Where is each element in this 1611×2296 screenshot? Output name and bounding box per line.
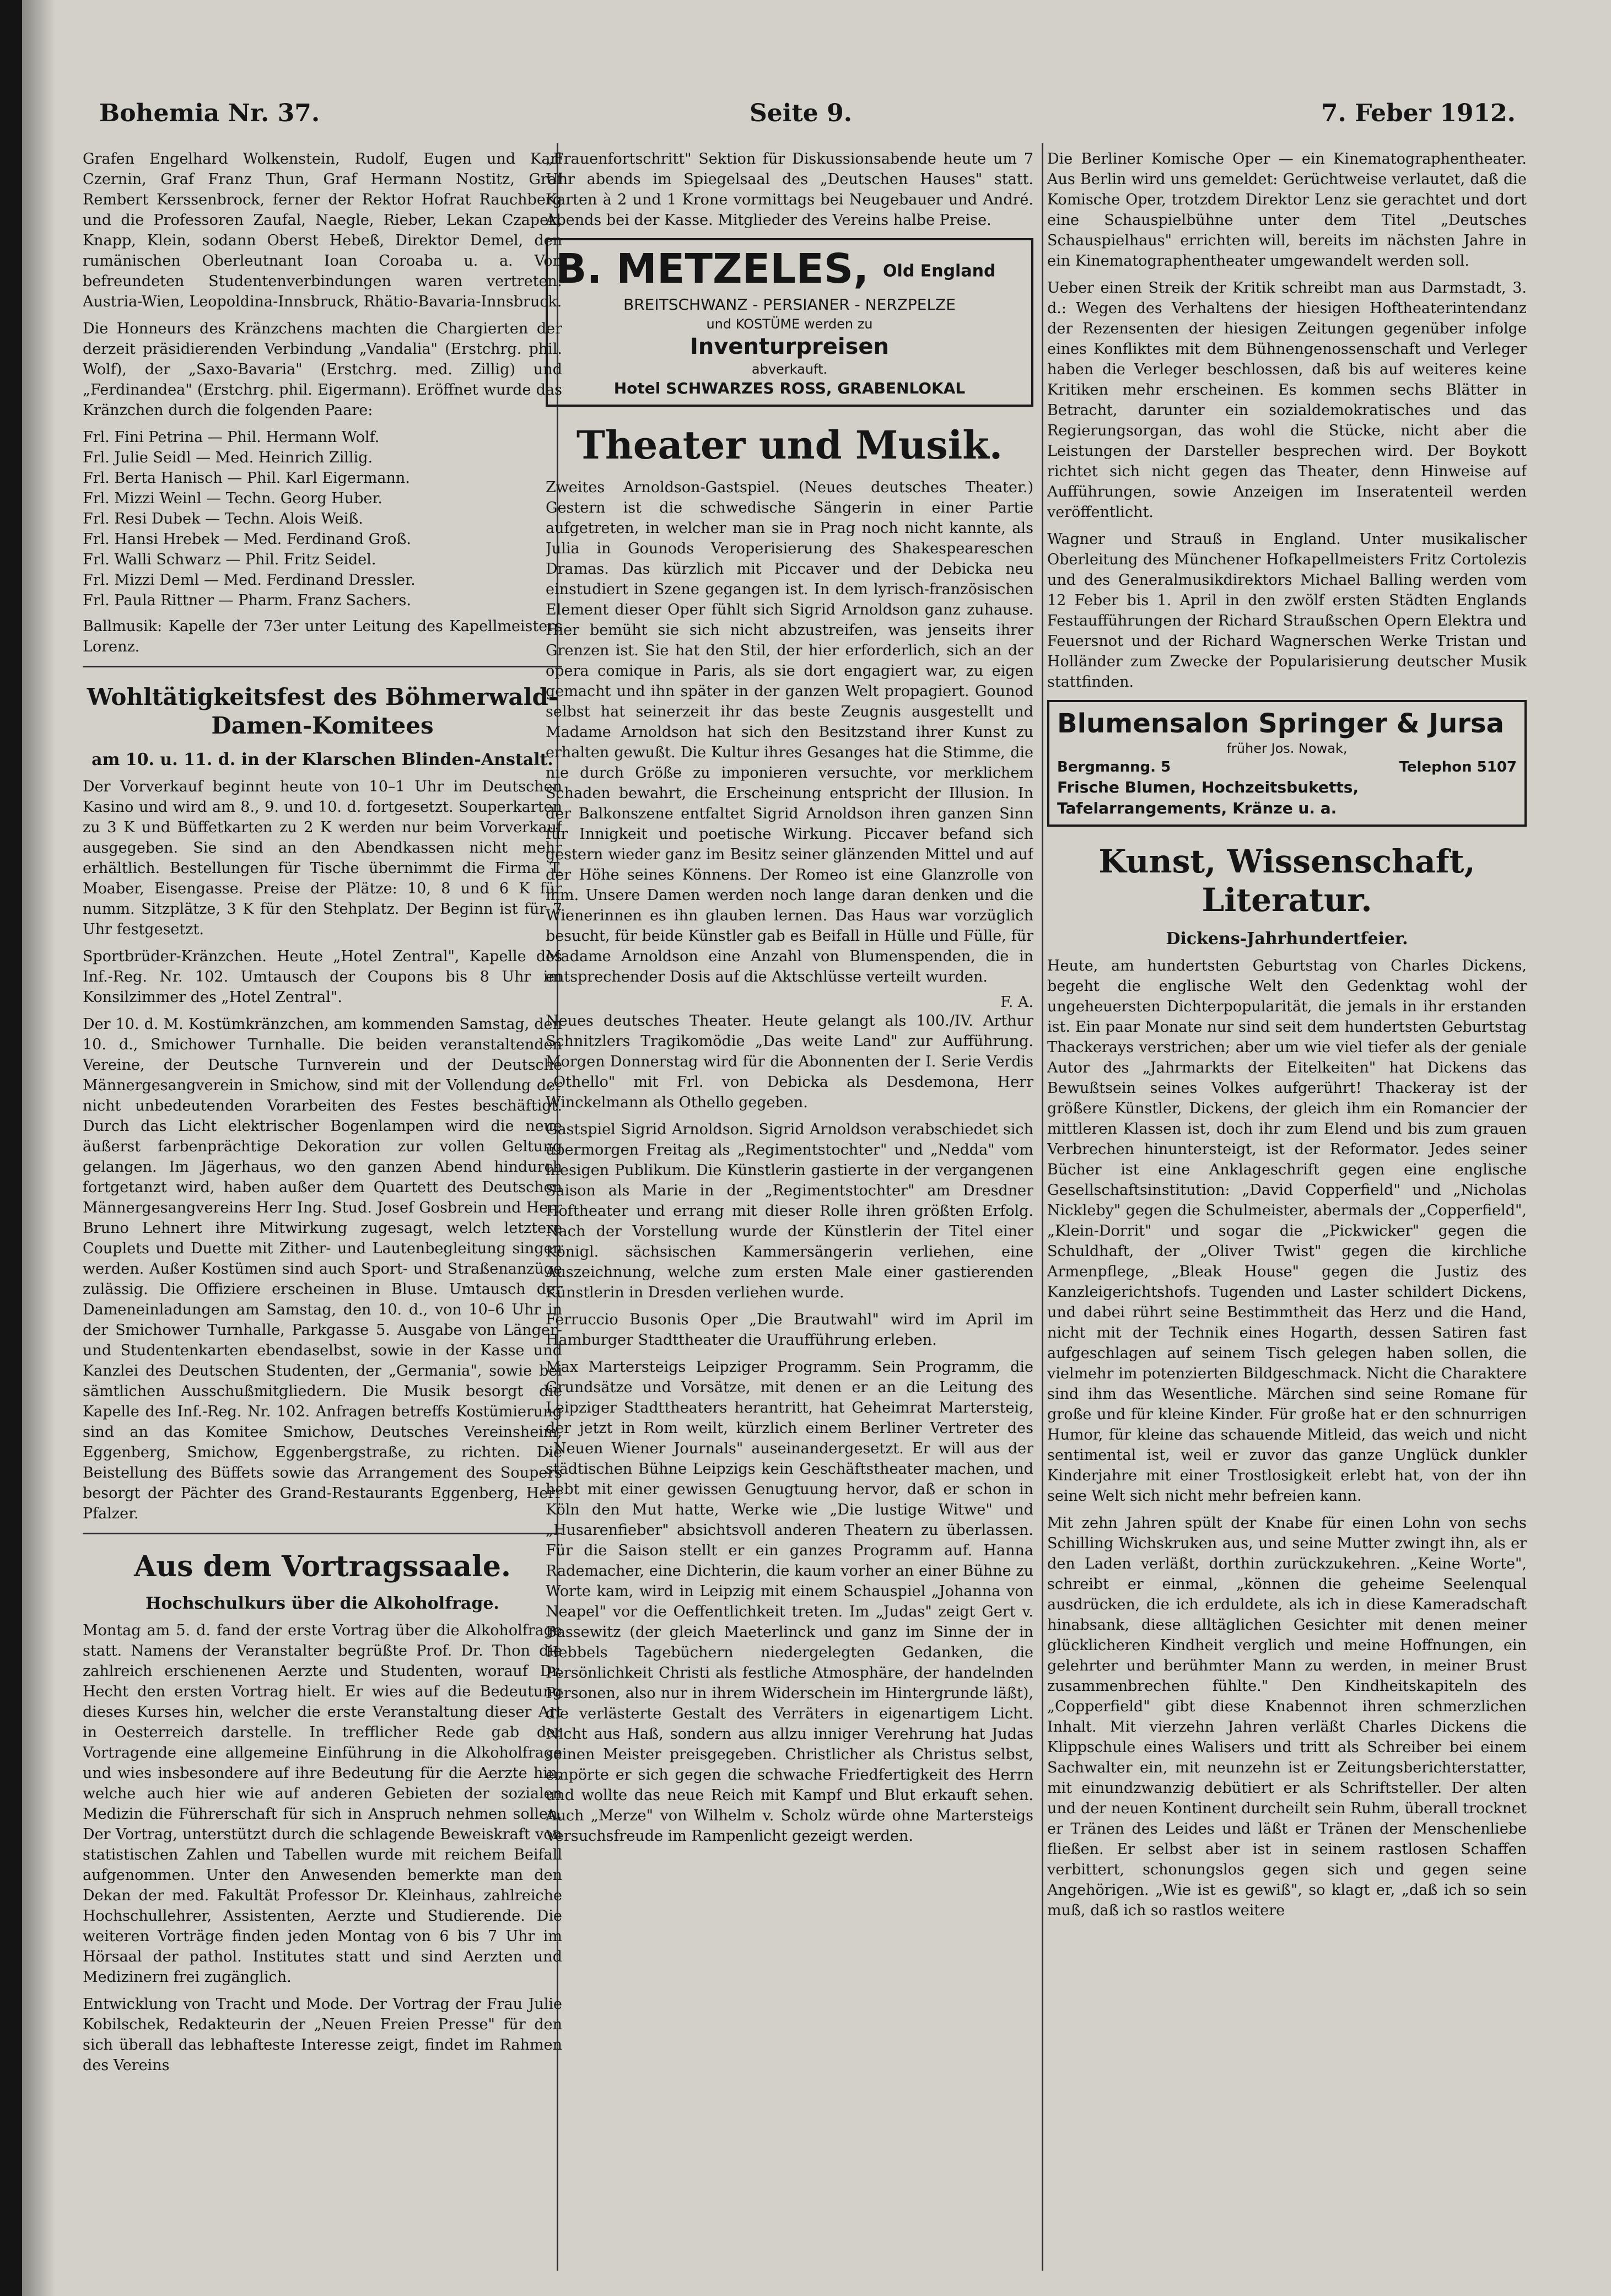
ad-brand: B. METZELES, <box>556 245 869 293</box>
article-text: Grafen Engelhard Wolkenstein, Rudolf, Eugen und Karl Czernin, Graf Franz Thun, Graf Hermann Nostitz, Graf Rembert Kerssenbrock, ferner der Rektor Hofrat Rauchberg und die Professoren Zaufal, Naegle, Rieber, Lekan Czapek, Knapp, Klein, sodann Oberst Hebeß, Direktor Demel, den rumänischen Oberleutnant Ioan Coroaba u. a. Von befreundeten Studentenverbindungen waren vertreten: Austria-Wien, Leopoldina-Innsbruck, Rhätio-Bavaria-Innsbruck. <box>83 150 562 310</box>
ad-title: Blumensalon Springer & Jursa <box>1057 708 1504 739</box>
masthead-issue: Bohemia Nr. 37. <box>99 99 320 127</box>
section-heading: Theater und Musik. <box>576 422 1003 468</box>
ad-address: Bergmanng. 5 <box>1057 759 1171 775</box>
section-heading: Kunst, Wissenschaft, Literatur. <box>1098 843 1475 919</box>
article-text: Die Honneurs des Kränzchens machten die Chargierten der derzeit präsidierenden Verbindung „Vandalia" (Erstchrg. phil. Wolf), der „Saxo-Bavaria" (Erstchrg. med. Zillig) und „Ferdinandea" (Erstchrg. phil. Eigermann). Eröffnet wurde das Kränzchen durch die folgenden Paare: <box>83 320 562 419</box>
list-item: Frl. Walli Schwarz — Phil. Fritz Seidel. <box>83 551 376 568</box>
list-item: Frl. Fini Petrina — Phil. Hermann Wolf. <box>83 429 380 446</box>
section-subheading: am 10. u. 11. d. in der Klarschen Blinden-Anstalt. <box>91 750 553 769</box>
list-item: Frl. Mizzi Deml — Med. Ferdinand Dressler. <box>83 572 416 589</box>
article-text: Mit zehn Jahren spült der Knabe für einen Lohn von sechs Schilling Wichskruken aus, und seine Mutter zwingt ihn, als er den Laden verläßt, dorthin zurückzukehren. „Keine Worte", schreibt er einmal, „können die geheime Seelenqual ausdrücken, die ich erduldete, als ich in diese Kameradschaft hinabsank, diese alltäglichen Gesichter mit denen meiner glücklicheren Kindheit verglich und meine Hoffnungen, ein gelehrter und berühmter Mann zu werden, in meiner Brust zusammenbrechen fühlte." Den Kindheitskapiteln des „Copperfield" gibt diese Knabennot ihren schmerzlichen Inhalt. Mit vierzehn Jahren verläßt Charles Dickens die Klippschule eines Walisers und tritt als Schreiber bei einem Sachwalter ein, mit neunzehn ist er Zeitungsberichterstatter, mit einundzwanzig debütiert er als Schriftsteller. Der alten und der neuen Kontinent durcheilt sein Ruhm, überall trocknet er Tränen des Leides und läßt er Tränen der Menschenliebe fließen. Er selbst aber ist in seinem rastlosen Schaffen verbittert, schonungslos gegen sich und gegen seine Angehörigen. „Wie ist es gewiß", so klagt er, „daß ich so sein muß, daß ich so rastlos weitere <box>1047 1515 1527 1919</box>
section-subheading: Dickens-Jahrhundertfeier. <box>1166 929 1408 948</box>
article-text: Gastspiel Sigrid Arnoldson. Sigrid Arnoldson verabschiedet sich übermorgen Freitag als „Regimentstochter" und „Nedda" vom hiesigen Publikum. Die Künstlerin gastierte in der vergangenen Saison als Marie in der „Regimentstochter" am Dresdner Hoftheater und errang mit dieser Rolle ihren größten Erfolg. Nach der Vorstellung wurde der Künstlerin der Titel einer Königl. sächsischen Kammersängerin verliehen, eine Auszeichnung, welche zum ersten Male einer gastierenden Künstlerin in Dresden verliehen wurde. <box>546 1121 1033 1302</box>
section-heading: Aus dem Vortragssaale. <box>133 1550 511 1583</box>
metzeles-advertisement <box>546 238 1033 407</box>
section-heading: Wohltätigkeitsfest des Böhmerwald-Damen-Komitees <box>87 683 558 739</box>
ad-line: abverkauft. <box>751 362 828 378</box>
article-text: Max Martersteigs Leipziger Programm. Sein Programm, die Grundsätze und Vorsätze, mit denen er an die Leitung des Leipziger Stadttheaters herantritt, hat Geheimrat Martersteig, der jetzt in Rom weilt, kürzlich einem Berliner Vertreter des „Neuen Wiener Journals" auseinandergesetzt. Er will aus der städtischen Bühne Leipzigs kein Geschäftstheater machen, und hebt mit einer gewissen Genugtuung hervor, daß er schon in Köln den Mut hatte, Werke wie „Die lustige Witwe" und „Husarenfieber" absichtsvoll anderen Theatern zu überlassen. Für die Saison stellt er ein ganzes Programm auf. Hanna Rademacher, eine Dichterin, die kaum vorher an einer Bühne zu Worte kam, wird in Leipzig mit einem Schauspiel „Johanna von Neapel" vor die Oeffentlichkeit treten. Im „Judas" zeigt Gert v. Bassewitz (der gleich Maeterlinck und ganz im Sinne der in Hebbels Tagebüchern niedergelegten Gedanken, die Persönlichkeit Christi als festliche Atmosphäre, der handelnden Personen, also nur in ihrem Widerschein im Hintergrunde läßt), die verlästerte Gestalt des Verräters in eigenartigem Licht. Nicht aus Haß, sondern aus allzu inniger Verehrung hat Judas seinen Meister preisgegeben. Christlicher als Christus selbst, empörte er sich gegen die schwache Friedfertigkeit des Herrn und wollte das neue Reich mit Kampf und Blut erkauft sehen. Auch „Merze" von Wilhelm v. Scholz würde ohne Martersteigs Versuchsfreude im Rampenlicht gezeigt werden. <box>546 1359 1033 1845</box>
section-divider <box>83 1533 562 1534</box>
ad-line: früher Jos. Nowak, <box>1226 741 1348 756</box>
article-text: „Frauenfortschritt" Sektion für Diskussionsabende heute um 7 Uhr abends im Spiegelsaal des „Deutschen Hauses" statt. Karten à 2 und 1 Krone vormittags bei Neugebauer und André. Abends bei der Kasse. Mitglieder des Vereins halbe Preise. <box>546 150 1033 229</box>
list-item: Frl. Julie Seidl — Med. Heinrich Zillig. <box>83 449 373 466</box>
article-text: Ballmusik: Kapelle der 73er unter Leitung des Kapellmeisters Lorenz. <box>83 618 562 655</box>
list-item: Frl. Resi Dubek — Techn. Alois Weiß. <box>83 510 363 527</box>
article-text: Entwicklung von Tracht und Mode. Der Vortrag der Frau Julie Kobilschek, Redakteurin der „Neuen Freien Presse" für den sich überall das lebhafteste Interesse zeigt, findet im Rahmen des Vereins <box>83 1996 562 2074</box>
page-number: Seite 9. <box>750 99 853 127</box>
ad-line: Hotel SCHWARZES ROSS, GRABENLOKAL <box>613 379 966 398</box>
column-3 <box>1047 149 1527 2276</box>
article-text: Heute, am hundertsten Geburtstag von Charles Dickens, begeht die englische Welt den Gedenktag wohl der ungeheuersten Dichterpopularität, die jemals in ihr erstanden ist. Ein paar Monate nur sind seit dem hundertsten Geburtstag Thackerays verstrichen; aber um wie viel tiefer als der geniale Autor des „Jahrmarkts der Eitelkeiten" hat Dickens das Bewußtsein seines Volkes aufgerührt! Thackeray ist der größere Künstler, Dickens, der gleich ihm ein Romancier der mittleren Klassen ist, doch ihr zum Elend und bis zum grauen Verbrechen hinuntersteigt, ist der Reformator. Jedes seiner Bücher ist eine Anklageschrift gegen eine englische Gesellschaftsinstitution: „David Copperfield" und „Nicholas Nickleby" gegen die Schulmeister, abermals der „Copperfield", „Klein-Dorrit" und sogar die „Pickwicker" gegen die Schuldhaft, der „Oliver Twist" gegen die kirchliche Armenpflege, „Bleak House" gegen die Justiz des Kanzleigerichtshofs. Tugenden und Laster schildert Dickens, und dabei rührt seine Bestimmtheit das Herz und die Hand, nicht mit der Technik eines Hogarth, dessen Satiren fast aufgeschlagen auf seinem Tisch gelegen haben sollen, die vielmehr im potenzierten Bildgeschmack. Nicht die Charaktere sind ihm das Wesentliche. Märchen sind seine Romane für große und für kleine Kinder. Für große hat er den schnurrigen Humor, für kleine das schauende Mitleid, das weich und nicht sentimental ist, weil er zuvor das ganze Unglück dunkler Kinderjahre mit einer Trostlosigkeit erlebt hat, von der ihn seine Welt sich nicht mehr befreien kann. <box>1047 957 1527 1505</box>
author-signature: F. A. <box>1000 994 1033 1011</box>
article-text: Der 10. d. M. Kostümkränzchen, am kommenden Samstag, den 10. d., Smichower Turnhalle. Die beiden veranstaltenden Vereine, der Deutsche Turnverein und der Deutsche Männergesangverein in Smichow, sind mit der Vollendung der nicht unbedeutenden Vorarbeiten des Festes beschäftigt. Durch das Licht elektrischer Bogenlampen wird die neue äußerst farbenprächtige Dekoration zur vollen Geltung gelangen. Im Jägerhaus, wo den ganzen Abend hindurch fortgetanzt wird, haben außer dem Quartett des Deutschen Männergesangvereins Herr Ing. Stud. Josef Gosbrein und Herr Bruno Lehnert ihre Mitwirkung zugesagt, welch letztere Couplets und Duette mit Zither- und Lautenbegleitung singen werden. Außer Kostümen sind auch Sport- und Straßenanzüge zulässig. Die Offiziere erscheinen in Bluse. Umtausch der Dameneinladungen am Samstag, den 10. d., von 10–6 Uhr in der Smichower Turnhalle, Parkgasse 5. Ausgabe von Länger- und Studentenkarten ebendaselbst, sowie in der Kasse und Kanzlei des Deutschen Studenten, der „Germania", sowie bei sämtlichen Ausschußmitgliedern. Die Musik besorgt die Kapelle des Inf.-Reg. Nr. 102. Anfragen betreffs Kostümierung sind an das Komitee Smichow, Deutsches Vereinsheim, Eggenberg, Smichow, Eggenbergstraße, zu richten. Die Beistellung des Büffets sowie das Arrangement des Soupers besorgt der Pächter des Grand-Restaurants Eggenberg, Herr Pfalzer. <box>83 1016 562 1522</box>
newspaper-page <box>72 83 1527 2276</box>
article-text: Neues deutsches Theater. Heute gelangt als 100./IV. Arthur Schnitzlers Tragikomödie „Das weite Land" zur Aufführung. Morgen Donnerstag wird für die Abonnenten der I. Serie Verdis „Othello" mit Frl. von Debicka als Desdemona, Herr Winckelmann als Othello gegeben. <box>546 1012 1033 1112</box>
scan-edge <box>0 0 22 2296</box>
opening-pairs-list <box>83 427 562 611</box>
list-item: Frl. Mizzi Weinl — Techn. Georg Huber. <box>83 490 382 507</box>
section-divider <box>83 666 562 667</box>
page-header <box>72 99 1527 143</box>
column-1 <box>83 149 562 2276</box>
article-text: Sportbrüder-Kränzchen. Heute „Hotel Zentral", Kapelle des Inf.-Reg. Nr. 102. Umtausch der Coupons bis 8 Uhr im Konsilzimmer des „Hotel Zentral". <box>83 948 562 1006</box>
ad-line: Frische Blumen, Hochzeitsbuketts, Tafelarrangements, Kränze u. a. <box>1057 778 1359 817</box>
column-rule-2 <box>1042 143 1043 2271</box>
ad-line: BREITSCHWANZ - PERSIANER - NERZPELZE <box>623 295 956 314</box>
article-text: Ferruccio Busonis Oper „Die Brautwahl" wird im April im Hamburger Stadttheater die Uraufführung erleben. <box>546 1311 1033 1349</box>
flower-shop-advertisement <box>1047 700 1527 827</box>
ad-telephone: Telephon 5107 <box>1399 759 1517 775</box>
ad-address-row <box>1057 757 1517 777</box>
article-text: Die Berliner Komische Oper — ein Kinematographentheater. Aus Berlin wird uns gemeldet: Gerüchtweise verlautet, daß die Komische Oper, trotzdem Direktor Lenz sie gerachtet und dort eine Schauspielbühne unter dem Titel „Deutsches Schauspielhaus" errichten will, bereits im nächsten Jahre in ein Kinematographentheater umgewandelt werden soll. <box>1047 150 1527 270</box>
column-2 <box>546 149 1033 2276</box>
article-text: Ueber einen Streik der Kritik schreibt man aus Darmstadt, 3. d.: Wegen des Verhaltens der hiesigen Hoftheaterintendanz der Rezensenten der hiesigen Zeitungen gegenüber infolge eines Konfliktes mit dem Bühnengenossenschaft und Verleger haben die Verleger beschlossen, daß bis auf weiteres keine Kritiken mehr erscheinen. Es kommen sechs Blätter in Betracht, darunter ein sozialdemokratisches und das Regierungsorgan, das wohl die Stücke, nicht aber die Leistungen der Darsteller besprechen wird. Der Boykott richtet sich nicht gegen das Theater, denn Hinweise auf Aufführungen, sowie Anzeigen im Inseratenteil werden veröffentlicht. <box>1047 279 1527 521</box>
article-text: Der Vorverkauf beginnt heute von 10–1 Uhr im Deutschen Kasino und wird am 8., 9. und 10. d. fortgesetzt. Souperkarten zu 3 K und Büffetkarten zu 2 K werden nur beim Vorverkauf ausgegeben. Sie sind an den Abendkassen nicht mehr erhältlich. Bestellungen für Tische übernimmt die Firma T. Moaber, Eisengasse. Preise der Plätze: 10, 8 und 6 K für numm. Sitzplätze, 3 K für den Stehplatz. Der Beginn ist für 7 Uhr festgesetzt. <box>83 778 562 938</box>
article-text: Zweites Arnoldson-Gastspiel. (Neues deutsches Theater.) Gestern ist die schwedische Sängerin in einer Partie aufgetreten, in welcher man sie in Prag noch nicht kannte, als Julia in Gounods Veroperisierung des Shakespeareschen Dramas. Das kürzlich mit Piccaver und der Debicka neu einstudiert in Szene gegangen ist. In dem lyrisch-französischen Element dieser Oper fühlt sich Sigrid Arnoldson ganz zuhause. Hier bemüht sie sich nicht abzustreifen, was jenseits ihrer Grenzen ist. Sie hat den Stil, der hier erforderlich, sich an der opera comique in Paris, als sie dort engagiert war, zu eigen gemacht und ihn später in der ganzen Welt propagiert. Gounod selbst hat seinerzeit ihr das beste Zeugnis ausgestellt und Madame Arnoldson hat sich den Besitzstand ihrer Kunst zu erhalten gewußt. Die Kultur ihres Gesanges hat die Stimme, die nie durch Größe zu imponieren versuchte, vor merklichem Schaden bewahrt, die Erscheinung entspricht der Illusion. In der Balkonszene entfaltet Sigrid Arnoldson ihren ganzen Sinn für Innigkeit und poetische Wirkung. Piccaver befand sich gestern wieder ganz im Besitz seiner glänzenden Mittel und auf der Höhe seines Könnens. Der Romeo ist eine Glanzrolle von ihm. Unsere Damen werden noch lange daran denken und die Wienerinnen es ihn glauben lernen. Das Haus war vorzüglich besucht, für beide Künstler gab es Beifall in Hülle und Fülle, für Madame Arnoldson eine Anzahl von Blumenspenden, die in entsprechender Dosis auf die Aktschlüsse verteilt wurden. <box>546 479 1033 986</box>
section-subheading: Hochschulkurs über die Alkoholfrage. <box>146 1594 499 1613</box>
ad-line: Inventurpreisen <box>690 334 889 360</box>
list-item: Frl. Berta Hanisch — Phil. Karl Eigermann. <box>83 470 410 487</box>
ad-line: und KOSTÜME werden zu <box>706 316 873 332</box>
list-item: Frl. Hansi Hrebek — Med. Ferdinand Groß. <box>83 531 411 548</box>
article-text: Wagner und Strauß in England. Unter musikalischer Oberleitung des Münchener Hofkapellmeisters Fritz Cortolezis und des Generalmusikdirektors Michael Balling werden vom 12 Feber bis 1. April in den zwölf ersten Städten Englands Festaufführungen der Richard Straußschen Opern Elektra und Feuersnot und der Richard Wagnerschen Werke Tristan und Holländer zum Zwecke der Popularisierung deutscher Musik stattfinden. <box>1047 531 1527 691</box>
article-text: Montag am 5. d. fand der erste Vortrag über die Alkoholfrage statt. Namens der Veranstalter begrüßte Prof. Dr. Thon die zahlreich erschienenen Aerzte und Studenten, worauf Dr. Hecht den ersten Vortrag hielt. Er wies auf die Bedeutung dieses Kurses hin, welcher die erste Veranstaltung dieser Art in Oesterreich darstelle. In trefflicher Rede gab der Vortragende eine allgemeine Einführung in die Alkoholfrage und wies insbesondere auf ihre Bedeutung für die Aerzte hin, welche auch hier wie auf anderen Gebieten der sozialen Medizin die Führerschaft für sich in Anspruch nehmen sollen. Der Vortrag, unterstützt durch die schlagende Beweiskraft von statistischen Zahlen und Tabellen wurde mit reichem Beifall aufgenommen. Unter den Anwesenden bemerkte man den Dekan der med. Fakultät Professor Dr. Kleinhaus, zahlreiche Hochschullehrer, Assistenten, Aerzte und Studierende. Die weiteren Vorträge finden jeden Montag von 6 bis 7 Uhr im Hörsaal der pathol. Institutes statt und sind Aerzten und Medizinern frei zugänglich. <box>83 1622 562 1986</box>
scan-shadow <box>22 0 55 2296</box>
list-item: Frl. Paula Rittner — Pharm. Franz Sachers. <box>83 592 411 609</box>
issue-date: 7. Feber 1912. <box>1321 99 1516 127</box>
ad-title <box>556 246 1023 294</box>
ad-brand-side: Old England <box>883 261 996 281</box>
